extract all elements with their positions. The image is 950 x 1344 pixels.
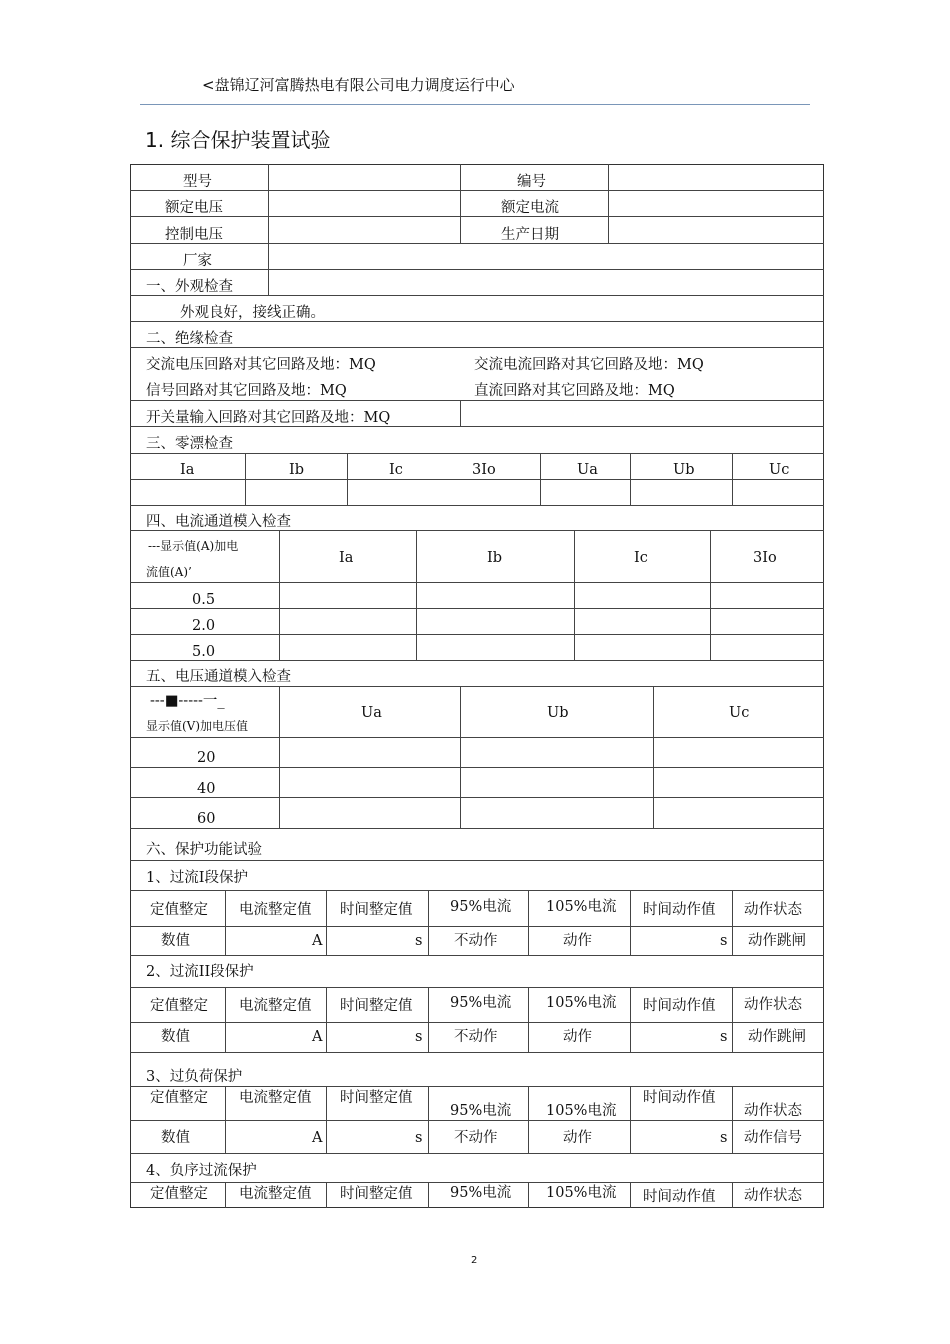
col-line	[540, 453, 541, 505]
col-line	[326, 1182, 327, 1208]
col-line	[630, 890, 631, 955]
col-setting: 定值整定	[150, 902, 208, 918]
col-setting: 定值整定	[150, 1186, 208, 1202]
col-line	[225, 1182, 226, 1208]
col-line	[528, 987, 529, 1052]
col-line	[428, 987, 429, 1052]
unit-second: s	[415, 1130, 423, 1146]
col-setting: 定值整定	[150, 998, 208, 1014]
row-line	[130, 243, 824, 244]
subsection-overcurrent-2: 2、过流II段保护	[146, 964, 254, 980]
col-line	[416, 530, 417, 660]
col-action-state: 动作状态	[744, 1103, 802, 1119]
subsection-overload: 3、过负荷保护	[146, 1069, 243, 1085]
voltage-row-value: 60	[197, 811, 216, 827]
col-current-setting: 电流整定值	[239, 998, 312, 1014]
col-line	[630, 453, 631, 505]
col-line	[428, 1182, 429, 1208]
insulation-ac-current: 交流电流回路对其它回路及地：MQ	[474, 357, 704, 373]
col-105-current: 105%电流	[546, 1103, 617, 1119]
col-current-setting: 电流整定值	[239, 1090, 312, 1106]
row-line	[130, 190, 824, 191]
row-line	[130, 582, 824, 583]
subsection-negative-sequence: 4、负序过流保护	[146, 1163, 257, 1179]
col-time-setting: 时间整定值	[340, 1090, 413, 1106]
heading-insulation-check: 二、绝缘检查	[146, 331, 233, 347]
current-table-corner-top: ---显示值(A)加电	[148, 539, 239, 553]
unit-ampere: A	[312, 1130, 323, 1146]
row-line	[130, 479, 824, 480]
label-model: 型号	[183, 174, 212, 190]
zero-drift-col-ia: Ia	[180, 462, 195, 478]
insulation-dc: 直流回路对其它回路及地：MQ	[474, 383, 675, 399]
row-line	[130, 216, 824, 217]
row-line	[130, 347, 824, 348]
voltage-row-value: 20	[197, 750, 216, 766]
voltage-table-corner-top: ---■-----一_	[150, 693, 225, 709]
values-label: 数值	[161, 933, 190, 949]
current-col-ia: Ia	[339, 550, 354, 566]
current-row-value: 5.0	[192, 644, 216, 660]
row-line	[130, 926, 824, 927]
result-no-action: 不动作	[454, 933, 498, 949]
col-line	[460, 400, 461, 426]
col-line	[732, 1086, 733, 1153]
current-col-3io: 3Io	[753, 550, 777, 566]
col-95-current: 95%电流	[450, 1103, 512, 1119]
current-row-value: 2.0	[192, 618, 216, 634]
col-line	[710, 530, 711, 660]
col-line	[268, 164, 269, 295]
label-rated-current: 额定电流	[501, 200, 559, 216]
unit-second: s	[415, 1029, 423, 1045]
current-col-ic: Ic	[634, 550, 648, 566]
label-production-date: 生产日期	[501, 227, 559, 243]
col-line	[225, 987, 226, 1052]
row-line	[130, 1182, 824, 1183]
col-action-state: 动作状态	[744, 902, 802, 918]
page-number: 2	[471, 1255, 478, 1266]
header-rule	[140, 104, 810, 105]
result-action: 动作	[563, 933, 592, 949]
row-line	[130, 767, 824, 768]
voltage-col-ua: Ua	[361, 705, 382, 721]
col-line	[225, 890, 226, 955]
result-signal: 动作信号	[744, 1130, 802, 1146]
row-line	[130, 1022, 824, 1023]
label-rated-voltage: 额定电压	[165, 200, 223, 216]
values-label: 数值	[161, 1029, 190, 1045]
unit-ampere: A	[312, 1029, 323, 1045]
row-line	[130, 505, 824, 506]
insulation-ac-voltage: 交流电压回路对其它回路及地：MQ	[146, 357, 376, 373]
voltage-col-ub: Ub	[547, 705, 569, 721]
col-current-setting: 电流整定值	[239, 1186, 312, 1202]
col-line	[245, 453, 246, 505]
col-time-action: 时间动作值	[643, 1189, 716, 1205]
label-manufacturer: 厂家	[183, 253, 212, 269]
current-row-value: 0.5	[192, 592, 216, 608]
zero-drift-col-ub: Ub	[673, 462, 695, 478]
col-action-state: 动作状态	[744, 997, 802, 1013]
col-time-action: 时间动作值	[643, 902, 716, 918]
heading-protection-test: 六、保护功能试验	[146, 842, 262, 858]
result-action: 动作	[563, 1029, 592, 1045]
zero-drift-col-ua: Ua	[577, 462, 598, 478]
current-col-ib: Ib	[487, 550, 503, 566]
col-line	[347, 453, 348, 505]
row-line	[130, 608, 824, 609]
row-line	[130, 686, 824, 687]
row-line	[130, 269, 824, 270]
unit-ampere: A	[312, 933, 323, 949]
col-line	[528, 890, 529, 955]
col-line	[225, 1086, 226, 1153]
row-line	[130, 797, 824, 798]
col-line	[608, 164, 609, 243]
current-table-corner-bottom: 流值(A)’	[146, 565, 192, 579]
unit-second: s	[720, 1029, 728, 1045]
col-line	[574, 530, 575, 660]
col-line	[630, 987, 631, 1052]
values-label: 数值	[161, 1130, 190, 1146]
row-line	[130, 890, 824, 891]
result-trip: 动作跳闸	[748, 1029, 806, 1045]
row-line	[130, 453, 824, 454]
heading-appearance-check: 一、外观检查	[146, 279, 233, 295]
zero-drift-col-ib: Ib	[289, 462, 305, 478]
row-line	[130, 634, 824, 635]
row-line	[130, 1052, 824, 1053]
col-line	[630, 1086, 631, 1153]
heading-voltage-channel-check: 五、电压通道模入检查	[146, 669, 291, 685]
row-line	[130, 955, 824, 956]
col-105-current: 105%电流	[546, 995, 617, 1011]
col-time-setting: 时间整定值	[340, 902, 413, 918]
col-line	[630, 1182, 631, 1208]
row-line	[130, 400, 824, 401]
col-line	[732, 987, 733, 1052]
insulation-switch-input: 开关量输入回路对其它回路及地：MQ	[146, 410, 391, 426]
col-line	[528, 1182, 529, 1208]
zero-drift-col-uc: Uc	[769, 462, 790, 478]
col-105-current: 105%电流	[546, 1185, 617, 1201]
voltage-table-corner-bottom: 显示值(V)加电压值	[146, 719, 249, 733]
row-line	[130, 660, 824, 661]
row-line	[130, 1120, 824, 1121]
row-line	[130, 860, 824, 861]
col-line	[460, 686, 461, 828]
col-line	[428, 890, 429, 955]
row-line	[130, 1086, 824, 1087]
col-line	[326, 987, 327, 1052]
col-line	[428, 1086, 429, 1153]
col-95-current: 95%电流	[450, 995, 512, 1011]
row-line	[130, 828, 824, 829]
zero-drift-col-3io: 3Io	[472, 462, 496, 478]
zero-drift-col-ic: Ic	[389, 462, 403, 478]
unit-second: s	[720, 933, 728, 949]
col-action-state: 动作状态	[744, 1188, 802, 1204]
col-setting: 定值整定	[150, 1090, 208, 1106]
col-time-action: 时间动作值	[643, 998, 716, 1014]
heading-zero-drift-check: 三、零漂检查	[146, 436, 233, 452]
appearance-result: 外观良好，接线正确。	[180, 305, 325, 321]
row-line	[130, 737, 824, 738]
label-control-voltage: 控制电压	[165, 227, 223, 243]
col-time-setting: 时间整定值	[340, 1186, 413, 1202]
col-line	[732, 1182, 733, 1208]
col-line	[653, 686, 654, 828]
insulation-signal: 信号回路对其它回路及地：MQ	[146, 383, 347, 399]
result-no-action: 不动作	[454, 1029, 498, 1045]
unit-second: s	[720, 1130, 728, 1146]
label-number: 编号	[517, 174, 546, 190]
heading-current-channel-check: 四、电流通道模入检查	[146, 514, 291, 530]
col-line	[732, 890, 733, 955]
col-95-current: 95%电流	[450, 1185, 512, 1201]
voltage-col-uc: Uc	[729, 705, 750, 721]
col-line	[528, 1086, 529, 1153]
col-line	[326, 1086, 327, 1153]
col-line	[279, 686, 280, 828]
document-header: <盘锦辽河富腾热电有限公司电力调度运行中心	[202, 76, 515, 94]
row-line	[130, 987, 824, 988]
col-line	[460, 164, 461, 243]
col-line	[326, 890, 327, 955]
row-line	[130, 1153, 824, 1154]
col-105-current: 105%电流	[546, 899, 617, 915]
row-line	[130, 295, 824, 296]
col-current-setting: 电流整定值	[239, 902, 312, 918]
col-line	[732, 453, 733, 505]
col-95-current: 95%电流	[450, 899, 512, 915]
col-time-action: 时间动作值	[643, 1090, 716, 1106]
result-trip: 动作跳闸	[748, 933, 806, 949]
section-title: 1. 综合保护装置试验	[145, 128, 331, 152]
subsection-overcurrent-1: 1、过流I段保护	[146, 870, 248, 886]
col-line	[279, 530, 280, 660]
col-time-setting: 时间整定值	[340, 998, 413, 1014]
result-action: 动作	[563, 1130, 592, 1146]
result-no-action: 不动作	[454, 1130, 498, 1146]
voltage-row-value: 40	[197, 781, 216, 797]
unit-second: s	[415, 933, 423, 949]
